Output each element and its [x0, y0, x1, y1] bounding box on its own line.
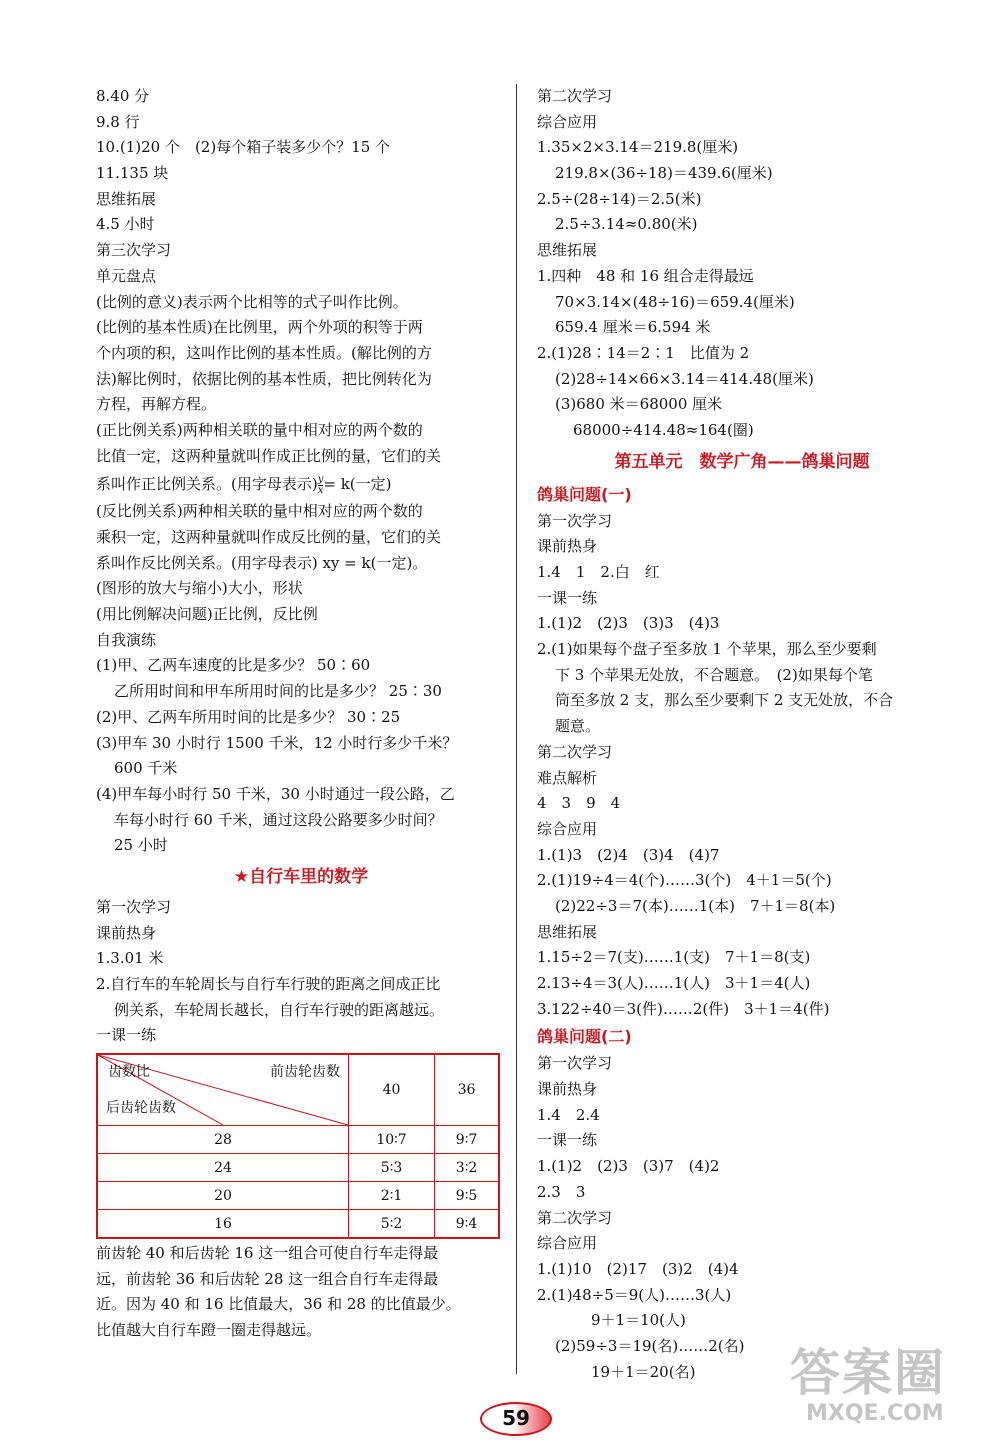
answer-line: 乙所用时间和甲车所用时间的比是多少？ 25∶30: [114, 682, 442, 701]
answer-line: 1.(1)2 (2)3 (3)7 (4)2: [537, 1157, 720, 1176]
answer-line: 车每小时行 60 千米，通过这段公路要多少时间？: [114, 810, 443, 829]
section-label: 难点解析: [537, 768, 598, 787]
answer-line: (比例的基本性质)在比例里，两个外项的积等于两: [96, 318, 423, 337]
ratio-cell: 5∶3: [349, 1154, 435, 1182]
answer-line: (反比例关系)两种相关联的量中相对应的两个数的: [96, 502, 423, 521]
answer-line: 1.4 1 2.白 红: [537, 563, 660, 581]
front-gear-header: 36: [435, 1054, 499, 1126]
answer-line: 1.3.01 米: [96, 949, 164, 968]
fraction-numerator: y: [317, 473, 324, 485]
gear-ratio-table: [96, 1053, 500, 1239]
answer-line: 题意。: [555, 717, 601, 736]
answer-line: 1.15÷2＝7(支)……1(支) 7＋1＝8(支): [537, 948, 811, 967]
answer-line: 1.(1)3 (2)4 (3)4 (4)7: [537, 845, 720, 864]
answer-line: (3)680 米＝68000 厘米: [555, 395, 723, 414]
section-label: 综合应用: [537, 819, 598, 838]
answer-line: 2.5÷3.14≈0.80(米): [555, 215, 698, 234]
section-label: 综合应用: [537, 1234, 598, 1253]
section-label: 第三次学习: [96, 241, 172, 260]
answer-line: 比值一定，这两种量就叫作成正比例的量，它们的关: [96, 446, 442, 465]
watermark-logo: [790, 1345, 995, 1440]
ratio-cell: 2∶1: [349, 1182, 435, 1210]
rear-gear-cell: 20: [97, 1182, 349, 1210]
section-label: 思维拓展: [96, 189, 157, 208]
page-number: 59: [502, 1406, 530, 1430]
answer-line: (用比例解决问题)正比例，反比例: [96, 605, 318, 624]
left-column: [96, 84, 506, 1344]
section-label: 一课一练: [537, 588, 598, 607]
section-label: 一课一练: [96, 1026, 157, 1045]
answer-line: (图形的放大与缩小)大小，形状: [96, 579, 303, 598]
section-title-bicycle: ★自行车里的数学: [233, 866, 369, 887]
answer-line: 法)解比例时，依据比例的基本性质，把比例转化为: [96, 369, 432, 388]
header-ratio-label: 齿数比: [108, 1064, 150, 1081]
answer-line: 10.(1)20 个 (2)每个箱子装多少个？15 个: [96, 138, 391, 157]
answer-line: 2.(1)19÷4＝4(个)……3(个) 4＋1＝5(个): [537, 871, 832, 890]
formula-suffix: = k(一定): [323, 475, 392, 494]
front-gear-header: 40: [349, 1054, 435, 1126]
formula-prefix: 系叫作正比例关系。(用字母表示): [96, 475, 318, 494]
answer-line: 3.122÷40＝3(件)……2(件) 3＋1＝4(件): [537, 999, 830, 1018]
fraction-denominator: x: [317, 484, 324, 496]
section-label: 综合应用: [537, 112, 598, 131]
watermark-url: MXQE.COM: [806, 1401, 944, 1426]
table-row: [97, 1126, 499, 1154]
ratio-cell: 9∶7: [435, 1126, 499, 1154]
ratio-cell: 9∶4: [435, 1210, 499, 1239]
answer-line: (1)甲、乙两车速度的比是多少？ 50∶60: [96, 656, 371, 675]
answer-line: 近。因为 40 和 16 比值最大，36 和 28 的比值最少。: [96, 1295, 461, 1314]
answer-line: (比例的意义)表示两个比相等的式子叫作比例。: [96, 292, 408, 311]
rear-gear-cell: 28: [97, 1126, 349, 1154]
answer-line: (2)59÷3＝19(名)……2(名): [555, 1336, 745, 1355]
answer-line: 乘积一定，这两种量就叫作成反比例的量，它们的关: [96, 528, 442, 546]
column-divider: [516, 84, 517, 1374]
answer-line: 219.8×(36÷18)＝439.6(厘米): [555, 164, 773, 183]
answer-line: (2)22÷3＝7(本)……1(本) 7＋1＝8(本): [555, 896, 836, 915]
rear-gear-cell: 16: [97, 1210, 349, 1239]
subsection-title: 鸽巢问题(二): [537, 1027, 632, 1047]
answer-line: 2.13÷4＝3(人)……1(人) 3＋1＝4(人): [537, 974, 811, 992]
answer-line: 70×3.14×(48÷16)＝659.4(厘米): [555, 292, 795, 311]
answer-line: 筒至多放 2 支，那么至少要剩下 2 支无处放，不合: [555, 691, 894, 710]
answer-line: 9.8 行: [96, 112, 140, 131]
answer-line: 方程，再解方程。: [96, 395, 217, 414]
table-corner-header: [97, 1054, 349, 1126]
answer-line: 系叫作反比例关系。(用字母表示) xy = k(一定)。: [96, 553, 428, 572]
answer-line: 659.4 厘米＝6.594 米: [555, 318, 711, 337]
table-row: [97, 1154, 499, 1182]
section-label: 思维拓展: [537, 922, 598, 941]
ratio-cell: 3∶2: [435, 1154, 499, 1182]
answer-line: 1.35×2×3.14＝219.8(厘米): [537, 138, 739, 157]
table-row: [97, 1210, 499, 1239]
answer-line: (4)甲车每小时行 50 千米，30 小时通过一段公路，乙: [96, 784, 455, 803]
right-column: [537, 84, 947, 1385]
section-label: 课前热身: [537, 1080, 598, 1099]
section-label: 第二次学习: [537, 1208, 613, 1227]
section-label: 课前热身: [96, 923, 157, 942]
answer-line: 9＋1＝10(人): [591, 1311, 686, 1330]
ratio-cell: 10∶7: [349, 1126, 435, 1154]
answer-line: 2.3 3: [537, 1182, 586, 1201]
answer-line: 2.(1)如果每个盘子至多放 1 个苹果，那么至少要剩: [537, 640, 877, 659]
rear-gear-cell: 24: [97, 1154, 349, 1182]
section-label: 第二次学习: [537, 87, 613, 105]
answer-line: 11.135 块: [96, 164, 169, 183]
answer-line: 下 3 个苹果无处放，不合题意。 (2)如果每个笔: [555, 665, 873, 684]
answer-line: 2.(1)28∶14＝2∶1 比值为 2: [537, 343, 750, 362]
answer-line: 1.(1)2 (2)3 (3)3 (4)3: [537, 614, 720, 633]
answer-line: 2.(1)48÷5＝9(人)……3(人): [537, 1285, 732, 1304]
table-row: [97, 1182, 499, 1210]
watermark-text: 答案圈: [790, 1344, 946, 1402]
answer-line: 4 3 9 4: [537, 794, 621, 813]
section-label: 第一次学习: [537, 511, 613, 530]
formula-line: [96, 469, 506, 499]
section-label: 第二次学习: [537, 742, 613, 761]
answer-line: 8.40 分: [96, 87, 150, 105]
answer-line: 68000÷414.48≈164(圈): [573, 420, 754, 439]
answer-line: 2.自行车的车轮周长与自行车行驶的距离之间成正比: [96, 975, 441, 993]
section-label: 第一次学习: [96, 897, 172, 916]
answer-line: (正比例关系)两种相关联的量中相对应的两个数的: [96, 420, 423, 439]
section-label: 思维拓展: [537, 241, 598, 260]
answer-line: 个内项的积，这叫作比例的基本性质。(解比例的方: [96, 343, 432, 362]
answer-line: (2)甲、乙两车所用时间的比是多少？ 30∶25: [96, 707, 401, 726]
answer-line: 1.4 2.4: [537, 1105, 600, 1124]
answer-line: 25 小时: [114, 836, 168, 855]
section-label: 一课一练: [537, 1131, 598, 1150]
answer-line: 远，前齿轮 36 和后齿轮 28 这一组合自行车走得最: [96, 1269, 439, 1288]
answer-line: (2)28÷14×66×3.14＝414.48(厘米): [555, 369, 814, 388]
answer-line: 4.5 小时: [96, 215, 155, 234]
ratio-cell: 9∶5: [435, 1182, 499, 1210]
answer-line: 600 千米: [114, 759, 178, 778]
answer-line: 比值越大自行车蹬一圈走得越远。: [96, 1321, 322, 1340]
section-label: 自我演练: [96, 630, 157, 649]
header-front-gear-label: 前齿轮齿数: [270, 1064, 340, 1081]
header-rear-gear-label: 后齿轮齿数: [106, 1100, 176, 1117]
answer-line: 例关系，车轮周长越长，自行车行驶的距离越远。: [114, 1000, 445, 1019]
answer-line: 19＋1＝20(名): [591, 1362, 696, 1381]
ratio-cell: 5∶2: [349, 1210, 435, 1239]
answer-line: 1.(1)10 (2)17 (3)2 (4)4: [537, 1259, 739, 1278]
answer-line: 1.四种 48 和 16 组合走得最远: [537, 266, 754, 285]
answer-line: (3)甲车 30 小时行 1500 千米，12 小时行多少千米？: [96, 733, 458, 752]
page-number-badge: [480, 1402, 552, 1436]
unit-title: 第五单元 数学广角——鸽巢问题: [614, 451, 870, 472]
answer-line: 2.5÷(28÷14)＝2.5(米): [537, 189, 702, 208]
section-label: 课前热身: [537, 537, 598, 556]
section-label: 第一次学习: [537, 1054, 613, 1073]
section-label: 单元盘点: [96, 266, 157, 285]
answer-line: 前齿轮 40 和后齿轮 16 这一组合可使自行车走得最: [96, 1244, 439, 1263]
subsection-title: 鸽巢问题(一): [537, 484, 632, 504]
